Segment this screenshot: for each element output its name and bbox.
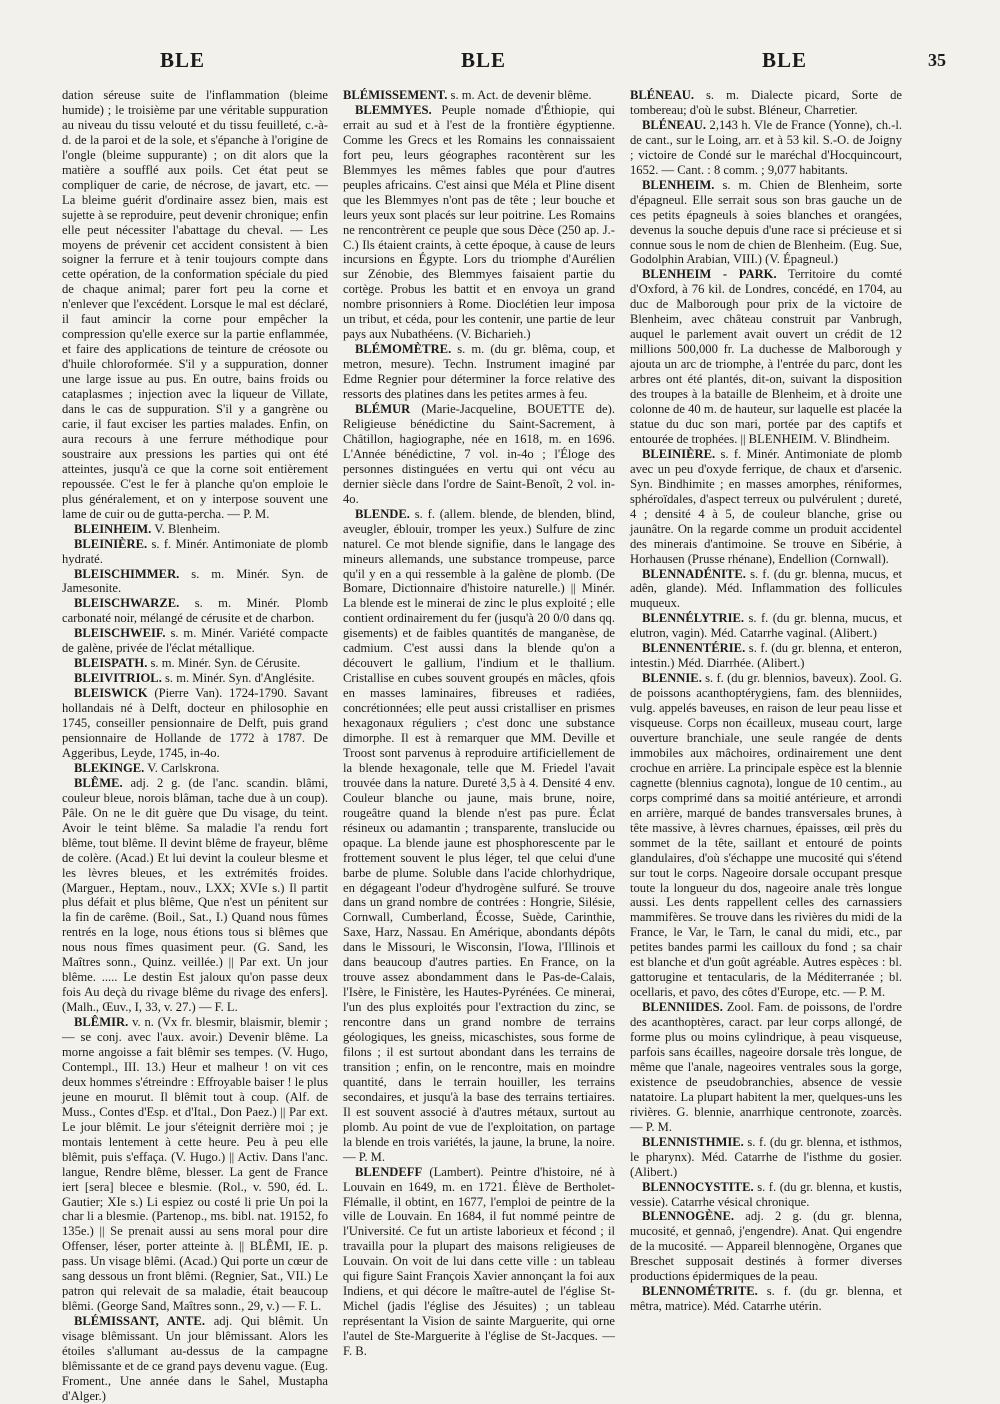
entry-definition: s. m. Minér. Syn. de Jamesonite. (62, 566, 328, 596)
entry-definition: V. Carlskrona. (147, 760, 220, 775)
entry-headword: BLENNOCYSTITE. (642, 1179, 754, 1194)
dictionary-entry (62, 626, 328, 656)
entry-definition: Territoire du comté d'Oxford, à 76 kil. de Londres, concédé, en 1704, au duc de Malborough pour prix de la victoire de Blenheim, avec château construit par Vanbrugh, auquel le parlement avait ouvert un crédit de 12 millions 500,000 fr. La duchesse de Malborough y ajouta un arc de triomphe, à l'entrée du parc, dont les arbres ont été plantés, dit-on, suivant la disposition des troupes à la bataille de Blenheim, et à droite une colonne de 40 m. de hauteur, sur laquelle est placée la statue du duc son mari, portée par des captifs et entourée de trophées. || BLENHEIM. V. Blindheim. (630, 267, 903, 446)
entry-definition: s. f. (du gr. blenna, et kustis, vessie). Catarrhe vésical chronique. (630, 1179, 902, 1209)
entry-definition: s. m. Dialecte picard, Sorte de tombereau; d'où le subst. Bléneur, Charretier. (630, 88, 902, 117)
entry-headword: BLENHEIM - PARK. (642, 267, 777, 282)
entry-definition: adj. Qui blêmit. Un visage blêmissant. Un jour blêmissant. Alors les étoiles s'allumant au-dessus de la campagne blêmissante et de ce grand pays devenu vague. (Eug. Froment., Une année dans le Sahel, Mustapha d'Alger.) (62, 1314, 329, 1403)
entry-definition: (Pierre Van). 1724-1790. Savant hollandais né à Delft, docteur en philosophie en 1745, conseiller pensionnaire de Delft, puis grand pensionnaire de Hollande de 1772 à 1787. De Aggeribus, Leyde, 1745, in-4o. (62, 686, 328, 760)
entry-headword: BLENNIE. (642, 671, 702, 686)
dictionary-entry (62, 656, 328, 671)
dictionary-entry (630, 1135, 902, 1180)
page-number: 35 (928, 50, 946, 70)
entry-definition: s. f. Minér. Antimoniate de plomb avec un peu d'oxyde ferrique, de chaux et d'arsenic. Syn. Bindhimite ; en masses amorphes, réniformes, sphéroïdales, d'aspect terreux ou pulvérulent ; dureté, 4 ; densité 4 à 5, de couleur blanche, grise ou jaunâtre. On la regarde comme un produit accidentel des minerais d'antimoine. Se trouve en Sibérie, à Horhausen (Prusse rhénane), Endellion (Cornwall). (630, 446, 902, 566)
dictionary-entry (630, 611, 902, 641)
dictionary-entry (343, 342, 615, 402)
entry-headword: BLEMMYES. (355, 102, 432, 117)
entry-headword: BLEISPATH. (74, 656, 148, 671)
dictionary-entry (630, 671, 902, 1000)
dictionary-entry (62, 686, 328, 761)
column-3 (630, 88, 902, 1338)
dictionary-entry (62, 537, 328, 567)
entry-headword: BLENNADÉNITE. (642, 566, 746, 581)
entry-definition: 2,143 h. Vle de France (Yonne), ch.-l. de cant., sur le Loing, arr. et à 53 kil. S.-O. de Joigny ; victoire de Condé sur le maréchal d'Hocquincourt, 1652. — Cant. : 8 comm. ; 9,077 habitants. (630, 117, 902, 177)
entry-headword: BLEISCHWARZE. (74, 596, 180, 611)
dictionary-entry (630, 447, 902, 567)
entry-headword: BLÊME. (74, 775, 123, 790)
entry-headword: BLEISCHIMMER. (74, 566, 180, 581)
entry-definition: Zool. Fam. de poissons, de l'ordre des acanthoptères, caract. par leur corps allongé, de forme plus ou moins cylindrique, à peau visqueuse, parfois sans écailles, nageoire dorsale très longue, de même que l'anale, nageoires ventrales sous la gorge, existence de pseudobranchies, absence de vessie natatoire. La plupart habitent la mer, quelques-uns les rivières. G. blennie, anarrhique centronote, zoarcès. — P. M. (630, 1000, 902, 1134)
dictionary-entry (630, 641, 902, 671)
entry-definition: v. n. (Vx fr. blesmir, blaismir, blemir ; — se conj. avec l'aux. avoir.) Devenir blême. La morne angoisse a fait blêmir ses tempes. (V. Hugo, Contempl., III. 13.) Heur et malheur ! on vit ces deux hommes s'étreindre : Effroyable baiser ! le plus jeune en mourut. Il blêmit tout à coup. (Alf. de Muss., Contes d'Esp. et d'Ital., Don Paez.) || Par ext. Le jour blêmit. Le jour s'éteignit derrière moi ; je montais lentement à cette heure. Peu à peu elle blêmit, puis s'effaça. (V. Hugo.) || Activ. Dans l'anc. langue, Rendre blême, blesser. La gent de France iert [sera] blecee e blesmie. (Rol., v. 590, éd. L. Gautier; XIe s.) Li espiez ou costé li prie Un poi la char li a blesmie. (Partenop., ms. bibl. nat. 19152, fo 135e.) || Se prenait aussi au sens moral pour dire Offenser, léser, porter atteinte à. || BLÊMI, IE. p. pass. Un visage blêmi. (Acad.) Qui porte un cœur de sang dessous un front blêmi. (Regnier, Sat., VII.) Le patron qui relevait de sa maladie, était beaucoup blêmi. (George Sand, Maîtres sonn., 29, v.) — F. L. (62, 1015, 328, 1314)
entry-headword: BLÉMISSEMENT. (343, 88, 448, 102)
entry-definition: s. f. (du gr. blenna, mucus, et adên, glande). Méd. Inflammation des follicules muqueux. (630, 566, 902, 611)
dictionary-entry (630, 118, 902, 178)
entry-headword: BLEISCHWEIF. (74, 626, 166, 641)
dictionary-entry (343, 402, 615, 507)
dictionary-entry (62, 522, 328, 537)
entry-definition: s. f. (du gr. blennios, baveux). Zool. G. de poissons acanthoptérygiens, fam. des blenniides, vulg. appelés baveuses, en raison de leur peau lisse et visqueuse. Corps non écailleux, museau court, large ouverture branchiale, une seule rangée de dents immobiles aux mâchoires, ordinairement une dent crochue en arrière. La principale espèce est la blennie cagnette (blennius cagnota), longue de 10 centim., au corps comprimé dans sa moitié antérieure, et arrondi en arrière, marqué de bandes transversales brunes, à tête massive, à lèvres charnues, épaisses, œil près du sommet de la tête, saillant et entouré de points glandulaires, d'où s'échappe une mucosité qui s'étend sur tout le corps. Nageoire dorsale occupant presque toute la longueur du dos, nageoire anale très longue aussi. Les dents rappellent celles des carnassiers mammifères. Se trouve dans les rivières du midi de la France, le Var, le Tarn, le canal du midi, etc., par petites bandes parmi les cailloux du fond ; sa chair est blanche et d'un goût agréable. Autres espèces : bl. gattorugine et tentacularis, de la Méditerranée ; bl. ocellaris, et pavo, des côtes d'Europe, etc. — P. M. (630, 671, 902, 1000)
entry-headword: BLENDEFF (355, 1164, 423, 1179)
dictionary-entry (343, 1165, 615, 1359)
entry-definition: s. m. (du gr. blêma, coup, et metron, mesure). Techn. Instrument imaginé par Edme Regnier pour déterminer la force relative des ressorts des platines dans les petites armes à feu. (343, 342, 615, 402)
entry-headword: BLENNOMÉTRITE. (642, 1284, 758, 1299)
entry-headword: BLENDE. (355, 506, 410, 521)
entry-definition: s. f. (allem. blende, de blenden, blind, aveugler, éblouir, tromper les yeux.) Sulfure de zinc naturel. Ce mot blende signifie, dans le langage des mineurs allemands, une substance trompeuse, parce qu'il y en a qui ressemble à la galène de plomb. (De Bomare, Dictionnaire d'histoire naturelle.) || Minér. La blende est le minerai de zinc le plus exploité ; elle contient ordinairement du fer (jusqu'à 20 0/0 dans qq. gisements) et de faibles quantités de manganèse, de cadmium. C'est aussi dans la blende qu'on a découvert le gallium, l'indium et le thallium. Cristallise en cubes souvent groupés en mâcles, qfois en masses laminaires, fibreuses et radiées, concrétionnées; elle peut aussi cristalliser en prismes hexagonaux réguliers ; c'est donc une substance dimorphe. Il est à remarquer que MM. Deville et Troost sont parvenus à reproduire artificiellement de la blende hexagonale, telle que M. Friedel l'avait trouvée dans la nature. Dureté 3,5 à 4. Densité 4 env. Couleur blanche ou jaune, mais brune, noire, rougeâtre quand la blende n'est pas pure. Éclat résineux ou adamantin ; transparente, translucide ou opaque. La blende jaune est phosphorescente par le frottement souvent le plus léger, tel que celui d'une barbe de plume. Soluble dans l'acide chlorhydrique, en dégageant l'odeur d'hydrogène sulfuré. Se trouve dans un grand nombre de contrées : Hongrie, Silésie, Cornwall, Cumberland, Écosse, Suède, Carinthie, Saxe, Harz, Nassau. En Amérique, abondants dépôts dans le Missouri, le Wisconsin, l'Iowa, l'Illinois et dans beaucoup d'autres parties. En France, on la trouve assez abondamment dans le Pas-de-Calais, l'Isère, le Finistère, les Hautes-Pyrénées. Ce minerai, l'un des plus exploités pour l'extraction du zinc, se rencontre dans un grand nombre de terrains géologiques, les gneiss, micaschistes, sous forme de filons ; il est surtout abondant dans les terrains de transition ; enfin, on le rencontre, mais en moindre quantité, dans le terrain houiller, les terrains secondaires, et jusqu'à la base des terrains tertiaires. Il est souvent associé à d'autres métaux, surtout au plomb. Au point de vue de l'exploitation, on partage la blende en trois variétés, la jaune, la brune, la noire. — P. M. (343, 506, 615, 1164)
dictionary-entry (630, 178, 902, 268)
dictionary-entry (630, 88, 902, 118)
dictionary-entry (62, 671, 328, 686)
dictionary-entry (630, 1000, 902, 1135)
left-guide-word: BLE (160, 48, 206, 72)
entry-headword: BLENNOGÈNE. (642, 1209, 735, 1224)
entry-definition: dation séreuse suite de l'inflammation (bleime humide) ; le troisième par une véritable suppuration au niveau du tissu velouté et du tissu feuilleté, c.-à-d. de la paroi et de la sole, et s'épanche à l'origine de l'ongle (bleime suppurante) ; on dit alors que la matière a soufflé aux poils. Cet état peut se compliquer de carie, de nécrose, de javart, etc. — La bleime guérit d'ordinaire assez bien, mais est sujette à se reproduire, peut devenir chronique; enfin elle peut nécessiter l'abattage du cheval. — Les moyens de prévenir cet accident consistent à bien soigner la ferrure et à tenir toujours compte dans cette opération, de la conformation spéciale du pied de chaque animal; parer fort peu la corne et n'enlever que l'excédent. Lorsque le mal est déclaré, il faut amincir la corne pour empêcher la compression qu'elle exerce sur la partie enflammée, et faire des applications de teinture de créosote ou d'huile chloroformée. S'il y a suppuration, donner une large issue au pus. En outre, bains froids ou cataplasmes ; injection avec la liqueur de Villate, dans le cas de suppuration. S'il y a gangrène ou carie, il faut exciser les parties malades. Enfin, on aura recours à une ferrure méthodique pour soustraire aux pressions les parties qui ont été atteintes, jusqu'à ce que la corne soit entièrement repoussée. C'est le fer à planche qu'on emploie le plus généralement, et on y interpose souvent une lame de cuir ou de gutta-percha. — P. M. (62, 88, 328, 521)
entry-definition: Peuple nomade d'Éthiopie, qui errait au sud et à l'est de la frontière égyptienne. Comme les Grecs et les Romains les connaissaient fort peu, leurs géographes racontèrent sur les Blemmyes les mêmes fables que pour d'autres peuples africains. C'est ainsi que Méla et Pline disent que les Blemmyes n'ont pas de tête ; leur bouche et leurs yeux sont placés sur leur poitrine. Les Romains ne rencontrèrent ce peuple que sous Dèce (250 ap. J.-C.) Ils étaient craints, à cette époque, à cause de leurs incursions en Égypte. Lors du triomphe d'Aurélien sur Zénobie, des Blemmyes faisaient partie du cortège. Probus les battit et en envoya un grand nombre prisonniers à Rome. Dioclétien leur imposa un tribut, et céda, pour les contenir, une partie de leur pays aux Nubathéens. (V. Bicharieh.) (343, 102, 615, 342)
entry-definition: s. m. Act. de devenir blême. (450, 88, 592, 102)
middle-guide-word: BLE (461, 48, 507, 72)
dictionary-entry (62, 776, 328, 1015)
dictionary-entry (62, 1015, 328, 1314)
entry-headword: BLEIVITRIOL. (74, 671, 162, 686)
entry-definition: s. f. (du gr. blenna, et enteron, intestin.) Méd. Diarrhée. (Alibert.) (630, 641, 902, 671)
entry-headword: BLENNENTÉRIE. (642, 641, 746, 656)
entry-headword: BLENNISTHMIE. (642, 1134, 744, 1149)
entry-definition: V. Blenheim. (154, 521, 221, 536)
entry-definition: s. m. Minér. Syn. de Cérusite. (150, 656, 301, 671)
dictionary-entry (630, 1209, 902, 1284)
dictionary-entry (62, 761, 328, 776)
dictionary-entry (62, 88, 328, 522)
dictionary-entry (343, 507, 615, 1165)
dictionary-entry (62, 596, 328, 626)
entry-definition: adj. 2 g. (de l'anc. scandin. blâmi, couleur bleue, norois blâman, tache due à un coup). Pâle. On ne le dit guère que Du visage, du teint. Avoir le teint blême. Sa maladie l'a rendu fort blême, tout blême. Il devint blême de frayeur, blême de colère. (Acad.) Et lui devint la couleur blesme et les lèvres bleues, et les extrémités froides. (Marguer., Heptam., nouv., LXX; XVIe s.) Il partit plus défait et plus blême, Que n'est un pénitent sur la fin de carême. (Boil., Sat., I.) Quand nous fûmes rentrés en la loge, nous étions tous si blêmes que nous nous fîmes quasiment peur. (G. Sand, les Maîtres sonn., Quinz. veillée.) || Par ext. Un jour blême. ..... Le destin Est jaloux qu'on passe deux fois Au deçà du rivage blême du rivage des enfers]. (Malh., Œuv., I, 33, v. 27.) — F. L. (62, 775, 328, 1015)
entry-headword: BLÉMISSANT, ANTE. (74, 1314, 205, 1329)
right-guide-word: BLE (762, 48, 808, 72)
dictionary-entry (630, 1180, 902, 1210)
entry-definition: s. m. Chien de Blenheim, sorte d'épagneul. Elle serrait sous son bras gauche un de ces petits épagneuls à soies blanches et orangées, devenus la souche depuis d'une race si précieuse et si connue sous le nom de chien de Blenheim. (Eug. Sue, Godolphin Arabian, VIII.) (V. Épagneul.) (630, 177, 902, 267)
dictionary-entry (62, 1314, 328, 1404)
entry-definition: s. m. Minér. Variété compacte de galène, privée de l'éclat métallique. (62, 626, 328, 656)
entry-headword: BLÉNEAU. (630, 88, 695, 102)
column-1 (62, 88, 329, 1403)
entry-definition: (Lambert). Peintre d'histoire, né à Louvain en 1649, m. en 1721. Élève de Bertholet-Flémalle, il obtint, en 1677, l'emploi de peintre de la ville de Louvain. En 1684, il fut nommé peintre de l'Université. Ce fut un artiste laborieux et fécond ; il travailla pour la plupart des maisons religieuses de Louvain. On voit de lui dans cette ville : un tableau qui figure Saint François Xavier annonçant la foi aux Indiens, et qui décore le maître-autel de l'église St-Michel (jadis l'église des Jésuites) ; un tableau représentant la Vision de sainte Marguerite, qui orne l'autel de Ste-Marguerite à l'église de St-Jacques. — F. B. (343, 1164, 615, 1359)
entry-headword: BLENHEIM. (642, 177, 715, 192)
entry-definition: s. f. Minér. Antimoniate de plomb hydraté. (62, 536, 328, 566)
entry-headword: BLENNIIDES. (642, 1000, 723, 1015)
dictionary-entry (343, 103, 615, 342)
entry-headword: BLENNÉLYTRIE. (642, 611, 745, 626)
entry-definition: adj. 2 g. (du gr. blenna, mucosité, et gennaô, j'engendre). Anat. Qui engendre de la mucosité. — Appareil blennogène, Organes que Breschet supposait destinés à former diverses productions épidermiques de la peau. (630, 1209, 903, 1284)
entry-headword: BLÉMUR (355, 402, 411, 417)
entry-headword: BLEINIÈRE. (74, 536, 148, 551)
entry-headword: BLEINHEIM. (74, 521, 152, 536)
entry-headword: BLEISWICK (74, 686, 148, 701)
dictionary-entry (630, 567, 902, 612)
entry-headword: BLÉNEAU. (642, 117, 707, 132)
column-2 (343, 88, 615, 1359)
entry-headword: BLEKINGE. (74, 760, 145, 775)
entry-definition: (Marie-Jacqueline, BOUETTE de). Religieuse bénédictine du Saint-Sacrement, à Châtillon, hagiographe, née en 1618, m. en 1696. L'Année bénédictine, 7 vol. in-4o ; l'Éloge des personnes distinguées en vertu qui ont vécu au dernier siècle dans l'ordre de Saint-Benoît, 2 vol. in-4o. (343, 402, 615, 506)
entry-headword: BLEINIÈRE. (642, 446, 716, 461)
running-header (0, 48, 1000, 78)
entry-definition: s. f. (du gr. blenna, et mêtra, matrice). Méd. Catarrhe utérin. (630, 1284, 902, 1314)
entry-definition: s. m. Minér. Syn. d'Anglésite. (165, 671, 315, 686)
entry-headword: BLÊMIR. (74, 1015, 129, 1030)
dictionary-entry (630, 1284, 902, 1314)
entry-headword: BLÉMOMÈTRE. (355, 342, 452, 357)
dictionary-entry (62, 567, 328, 597)
entry-definition: s. f. (du gr. blenna, mucus, et elutron, vagin). Méd. Catarrhe vaginal. (Alibert.) (630, 611, 902, 641)
entry-definition: s. f. (du gr. blenna, et isthmos, le pharynx). Méd. Catarrhe de l'isthme du gosier. (Alibert.) (630, 1134, 902, 1179)
dictionary-entry (630, 267, 902, 446)
entry-definition: s. m. Minér. Plomb carbonaté noir, mélangé de cérusite et de charbon. (62, 596, 328, 626)
dictionary-entry (343, 88, 615, 103)
